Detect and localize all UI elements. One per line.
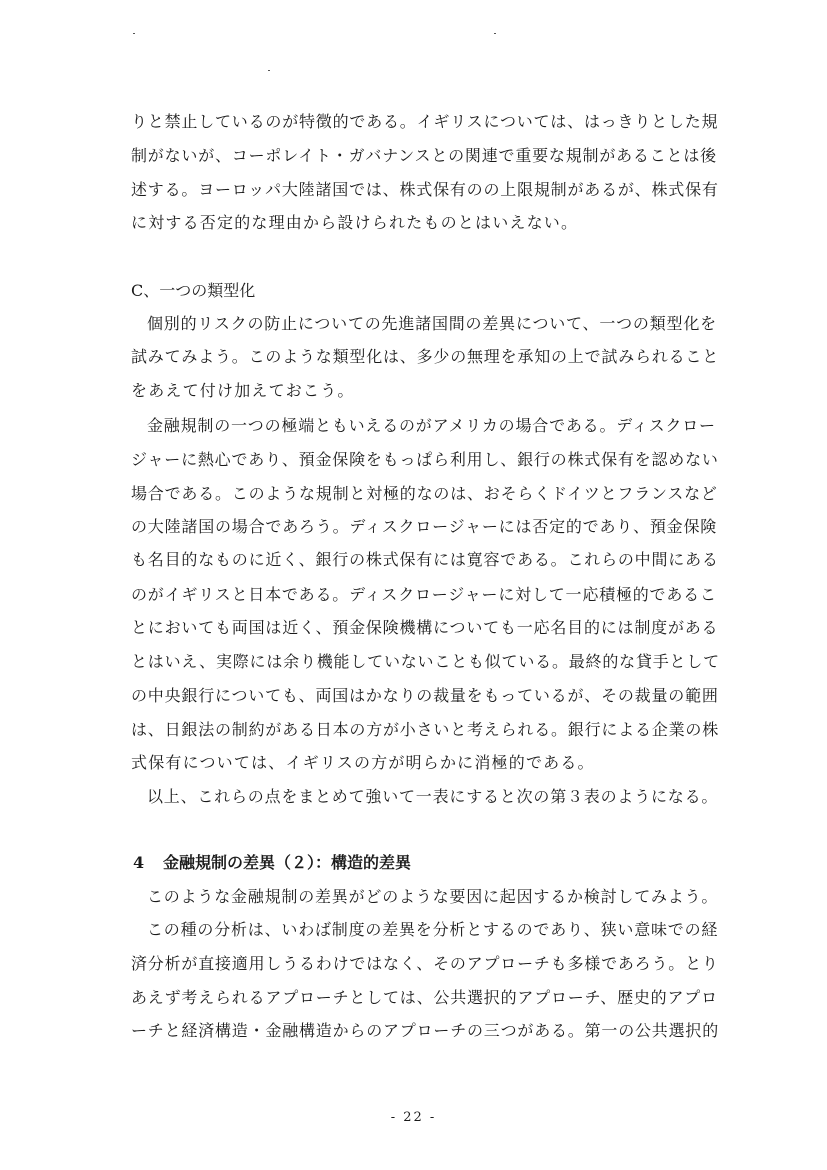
scan-speck (494, 33, 496, 34)
paragraph-line: は、日銀法の制約がある日本の方が小さいと考えられる。銀行による企業の株 (131, 720, 720, 739)
paragraph-line: ジャーに熱心であり、預金保険をもっぱら利用し、銀行の株式保有を認めない (131, 450, 719, 469)
paragraph-line: ーチと経済構造・金融構造からのアプローチの三つがある。第一の公共選択的 (131, 1021, 720, 1040)
paragraph-line: この種の分析は、いわば制度の差異を分析とするのであり、狭い意味での経 (147, 920, 719, 939)
page-number: - 22 - (390, 1110, 437, 1125)
paragraph-line: の中央銀行についても、両国はかなりの裁量をもっているが、その裁量の範囲 (131, 686, 719, 705)
paragraph-line: 制がないが、コーポレイト・ガバナンスとの関連で重要な規制があることは後 (131, 146, 717, 165)
scan-speck (268, 70, 270, 71)
paragraph-line: 金融規制の一つの極端ともいえるのがアメリカの場合である。ディスクロー (147, 416, 716, 435)
paragraph-line: をあえて付け加えておこう。 (131, 381, 355, 400)
paragraph-line: の大陸諸国の場合であろう。ディスクロージャーには否定的であり、預金保険 (131, 517, 718, 536)
scan-speck (133, 33, 135, 34)
paragraph-line: も名目的なものに近く、銀行の株式保有には寛容である。これらの中間にある (131, 550, 719, 569)
paragraph-line: 式保有については、イギリスの方が明らかに消極的である。 (131, 753, 595, 772)
paragraph-line: に対する否定的な理由から設けられたものとはいえない。 (131, 213, 579, 232)
paragraph-line: とにおいても両国は近く、預金保険機構についても一応名目的には制度がある (131, 618, 719, 637)
paragraph-line: 場合である。このような規制と対極的なのは、おそらくドイツとフランスなど (131, 484, 718, 503)
paragraph-line: 以上、これらの点をまとめて強いて一表にすると次の第３表のようになる。 (147, 787, 719, 806)
paragraph-line: 試みてみよう。このような類型化は、多少の無理を承知の上で試みられること (131, 347, 720, 366)
paragraph-line: あえず考えられるアプローチとしては、公共選択的アプローチ、歴史的アプロ (131, 988, 718, 1007)
paragraph-line: このような金融規制の差異がどのような要因に起因するか検討してみよう。 (147, 887, 719, 906)
paragraph-line: のがイギリスと日本である。ディスクロージャーに対して一応積極的であるこ (131, 585, 717, 604)
paragraph-line: とはいえ、実際には余り機能していないことも似ている。最終的な貸手として (131, 652, 720, 671)
paragraph-line: 個別的リスクの防止についての先進諸国間の差異について、一つの類型化を (147, 314, 717, 333)
paragraph-line: 述する。ヨーロッパ大陸諸国では、株式保有のの上限規制があるが、株式保有 (131, 180, 719, 199)
paragraph-line: 済分析が直接適用しうるわけではなく、そのアプローチも多様であろう。とり (131, 954, 719, 973)
section-title: 金融規制の差異（２）：構造的差異 (163, 853, 412, 872)
section-number: 4 (133, 853, 145, 872)
paragraph-line: りと禁止しているのが特徴的である。イギリスについては、はっきりとした規 (131, 112, 719, 131)
section-heading: C、一つの類型化 (131, 281, 256, 300)
section-heading (133, 853, 411, 873)
